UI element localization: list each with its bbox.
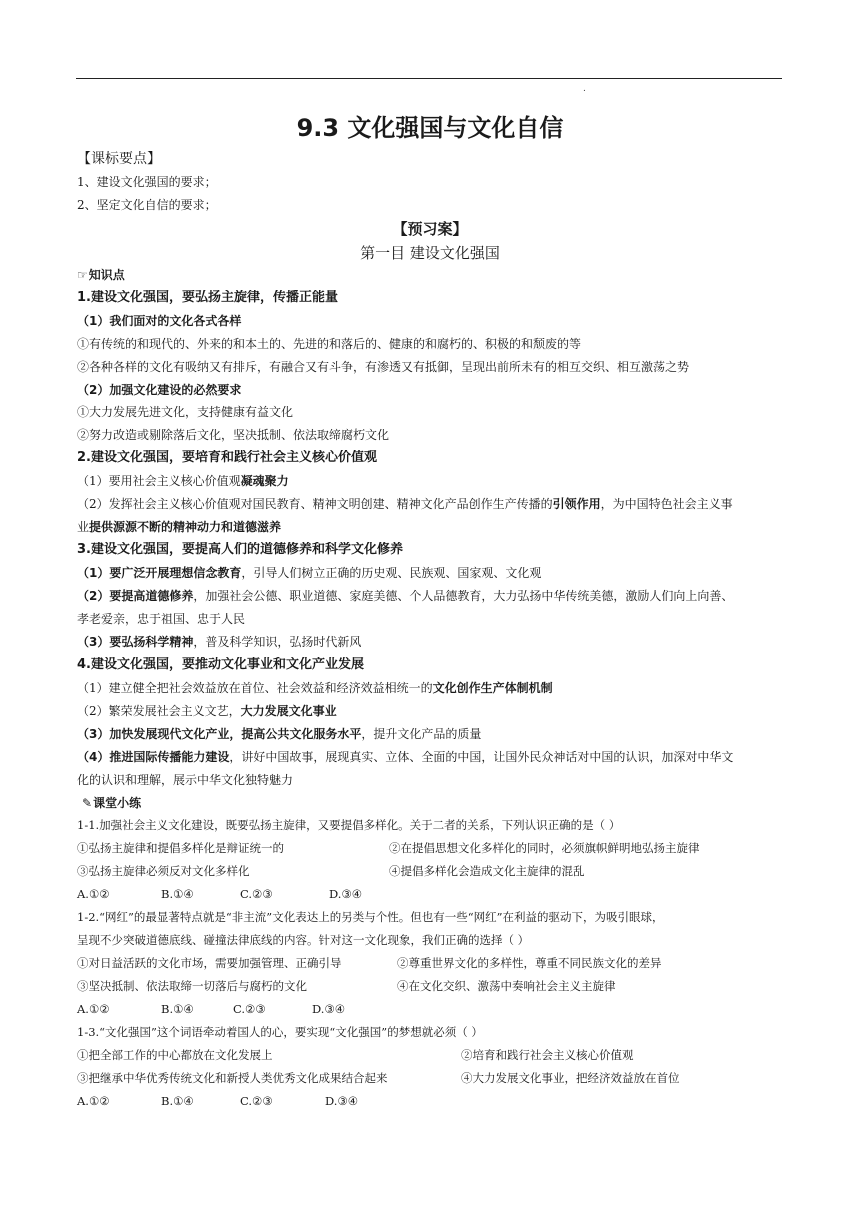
section-4-point-4-cont: 化的认识和理解，展示中华文化独特魅力 xyxy=(77,773,294,787)
answer-choice: B.①④ xyxy=(161,887,194,901)
pencil-icon: ✎ xyxy=(82,796,93,810)
option: ③坚决抵制、依法取缔一切落后与腐朽的文化 xyxy=(77,979,307,993)
option: ②在提倡思想文化多样化的同时，必须旗帜鲜明地弘扬主旋律 xyxy=(389,841,700,855)
option: ④在文化交织、激荡中奏响社会主义主旋律 xyxy=(397,979,616,993)
preview-subheading: 第一目 建设文化强国 xyxy=(360,244,500,262)
option: ④提倡多样化会造成文化主旋律的混乱 xyxy=(389,864,585,878)
course-point-item: 1、建设文化强国的要求； xyxy=(77,175,217,189)
answer-choice: D.③④ xyxy=(312,1002,346,1016)
section-4-point-3: （3）加快发展现代文化产业，提高公共文化服务水平，提升文化产品的质量 xyxy=(77,727,482,741)
section-3-point-1: （1）要广泛开展理想信念教育，引导人们树立正确的历史观、民族观、国家观、文化观 xyxy=(77,566,542,580)
section-2-point-1: （1）要用社会主义核心价值观凝魂聚力 xyxy=(77,474,289,488)
option: ②尊重世界文化的多样性，尊重不同民族文化的差异 xyxy=(397,956,662,970)
option: ④大力发展文化事业，把经济效益放在首位 xyxy=(461,1071,680,1085)
section-1-title: 1.建设文化强国，要弘扬主旋律，传播正能量 xyxy=(77,290,338,305)
section-1-point-1-a: ①有传统的和现代的、外来的和本土的、先进的和落后的、健康的和腐朽的、积极的和颓废的等 xyxy=(77,337,582,351)
answer-choice: B.①④ xyxy=(161,1002,194,1016)
practice-heading-label: 课堂小练 xyxy=(93,796,142,810)
header-rule xyxy=(76,78,782,79)
answer-choice: A.①② xyxy=(77,1094,110,1108)
section-1-point-2-b: ②努力改造或剔除落后文化，坚决抵制、依法取缔腐朽文化 xyxy=(77,428,390,442)
preview-heading: 【预习案】 xyxy=(392,220,468,238)
section-3-point-3: （3）要弘扬科学精神，普及科学知识，弘扬时代新风 xyxy=(77,635,362,649)
section-2-title: 2.建设文化强国，要培育和践行社会主义核心价值观 xyxy=(77,450,377,465)
answer-choice: A.①② xyxy=(77,1002,110,1016)
course-point-item: 2、坚定文化自信的要求； xyxy=(77,198,217,212)
section-4-title: 4.建设文化强国，要推动文化事业和文化产业发展 xyxy=(77,657,364,672)
answer-choice: C.②③ xyxy=(240,887,273,901)
section-4-point-1: （1）建立健全把社会效益放在首位、社会效益和经济效益相统一的文化创作生产体制机制 xyxy=(77,681,553,695)
answer-choice: B.①④ xyxy=(161,1094,194,1108)
answer-choice: A.①② xyxy=(77,887,110,901)
knowledge-heading xyxy=(77,267,783,283)
section-1-point-2-a: ①大力发展先进文化，支持健康有益文化 xyxy=(77,405,294,419)
option: ①把全部工作的中心都放在文化发展上 xyxy=(77,1048,273,1062)
section-4-point-2: （2）繁荣发展社会主义文艺，大力发展文化事业 xyxy=(77,704,337,718)
section-3-point-2: （2）要提高道德修养，加强社会公德、职业道德、家庭美德、个人品德教育，大力弘扬中华传统美德，激励人们向上向善、 xyxy=(77,589,734,603)
question-1-2-stem: 1-2.“网红”的最显著特点就是“非主流”文化表达上的另类与个性。但也有一些“网红”在利益的驱动下，为吸引眼球， xyxy=(77,910,664,924)
option: ③弘扬主旋律必须反对文化多样化 xyxy=(77,864,250,878)
section-1-point-1-title: （1）我们面对的文化各式各样 xyxy=(77,314,242,328)
header-dot: . xyxy=(583,84,586,94)
section-2-point-2: （2）发挥社会主义核心价值观对国民教育、精神文明创建、精神文化产品创作生产传播的引领作用，为中国特色社会主义事 xyxy=(77,497,733,511)
option: ①弘扬主旋律和提倡多样化是辩证统一的 xyxy=(77,841,284,855)
practice-heading xyxy=(82,795,788,811)
option: ②培育和践行社会主义核心价值观 xyxy=(461,1048,634,1062)
section-4-point-4: （4）推进国际传播能力建设，讲好中国故事，展现真实、立体、全面的中国，让国外民众神话对中国的认识，加深对中华文 xyxy=(77,750,734,764)
course-points-heading: 【课标要点】 xyxy=(77,151,161,167)
answer-choice: D.③④ xyxy=(325,1094,359,1108)
section-1-point-2-title: （2）加强文化建设的必然要求 xyxy=(77,383,242,397)
section-3-point-2-cont: 孝老爱亲，忠于祖国、忠于人民 xyxy=(77,612,246,626)
page-title: 9.3 文化强国与文化自信 xyxy=(296,114,564,142)
pointing-hand-icon: ☞ xyxy=(77,268,88,282)
question-1-3-stem: 1-3.“文化强国”这个词语牵动着国人的心，要实现“文化强国”的梦想就必须（ ） xyxy=(77,1025,483,1039)
question-1-1-stem: 1-1.加强社会主义文化建设，既要弘扬主旋律，又要提倡多样化。关于二者的关系，下列认识正确的是（ ） xyxy=(77,818,621,832)
section-2-point-2-cont: 业提供源源不断的精神动力和道德滋养 xyxy=(77,520,282,534)
answer-choice: C.②③ xyxy=(240,1094,273,1108)
question-1-2-stem-cont: 呈现不少突破道德底线、碰撞法律底线的内容。针对这一文化现象，我们正确的选择（ ） xyxy=(77,933,530,947)
option: ①对日益活跃的文化市场，需要加强管理、正确引导 xyxy=(77,956,342,970)
option: ③把继承中华优秀传统文化和新授人类优秀文化成果结合起来 xyxy=(77,1071,388,1085)
answer-choice: D.③④ xyxy=(329,887,363,901)
section-1-point-1-b: ②各种各样的文化有吸纳又有排斥，有融合又有斗争，有渗透又有抵御，呈现出前所未有的相互交织、相互激荡之势 xyxy=(77,360,690,374)
section-3-title: 3.建设文化强国，要提高人们的道德修养和科学文化修养 xyxy=(77,542,403,557)
knowledge-heading-label: 知识点 xyxy=(88,268,125,282)
answer-choice: C.②③ xyxy=(233,1002,266,1016)
